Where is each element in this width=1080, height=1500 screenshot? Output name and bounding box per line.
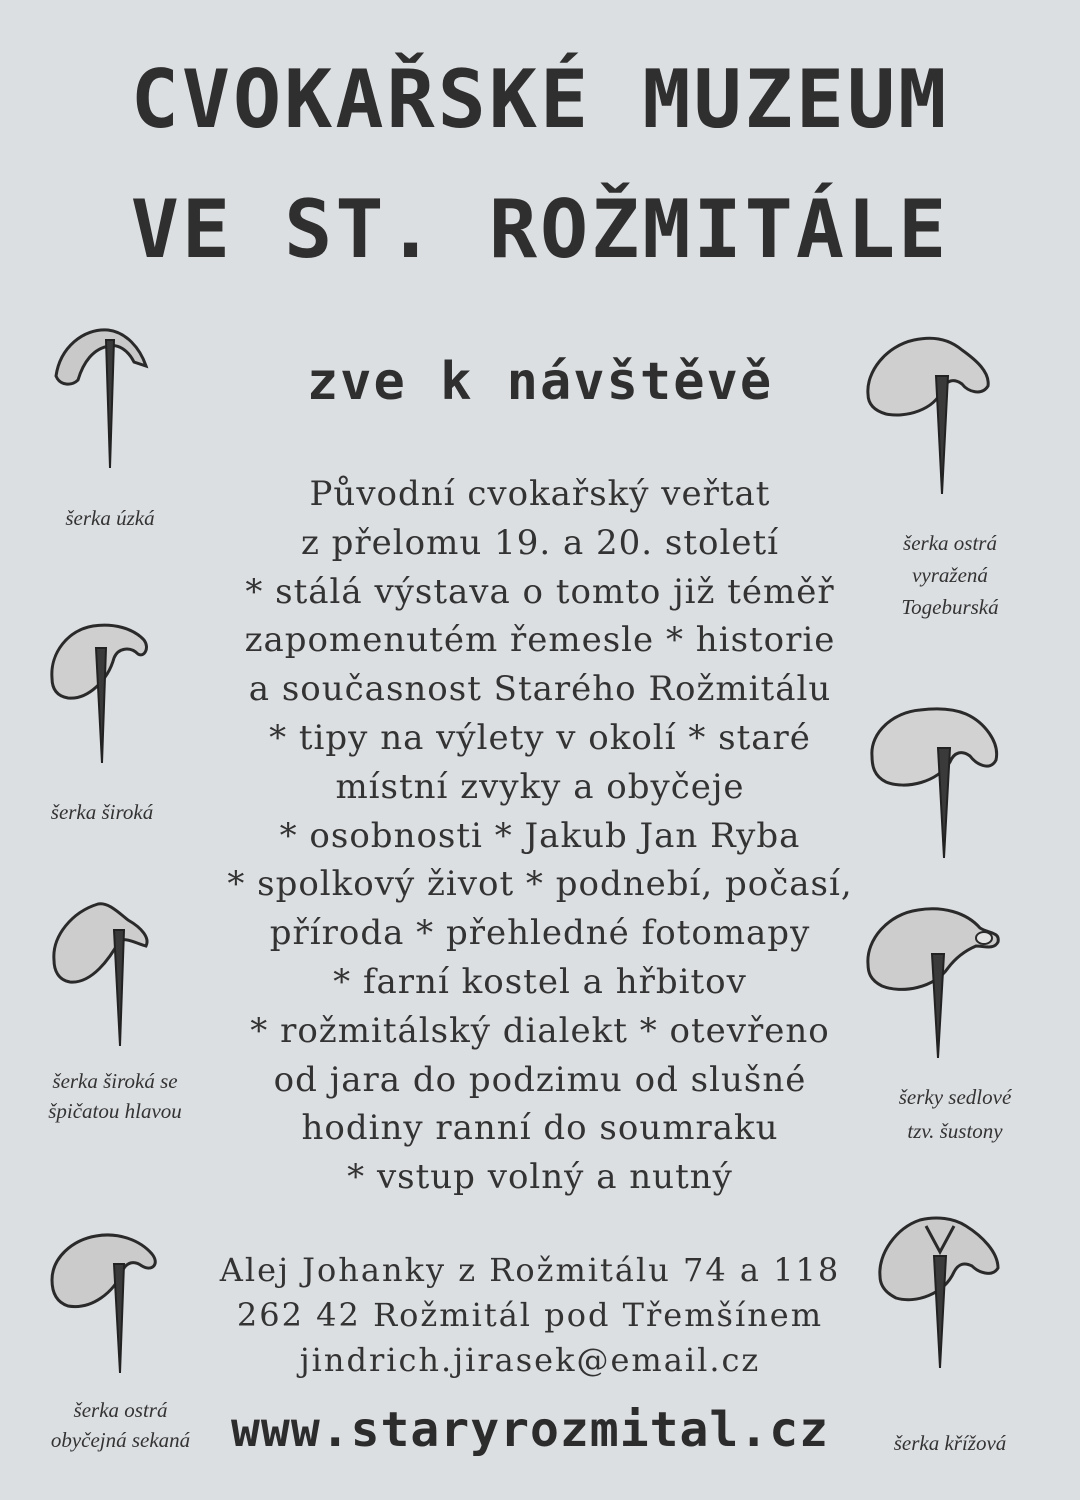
narrow-nail-icon [48,318,158,473]
description-line: z přelomu 19. a 20. století [300,522,780,563]
description-line: místní zvyky a obyčeje [335,766,745,807]
sharp-embossed-nail-icon [862,332,997,497]
wing-head-nail-icon [866,702,1001,862]
description-line: * tipy na výlety v okolí * staré [269,717,811,758]
nail-caption: šerky sedlové tzv. šustony [898,1085,1012,1143]
website-url: www.staryrozmital.cz [231,1402,829,1458]
description-line: * farní kostel a hřbitov [333,961,747,1002]
cross-nail-icon [874,1212,1004,1372]
description-line: od jara do podzimu od slušné [273,1059,807,1100]
description-line: hodiny ranní do soumraku [301,1108,779,1149]
nail-caption: šerka široká se špičatou hlavou [48,1069,182,1123]
description-line: * spolkový život * podnebí, počasí, [227,864,853,905]
description-line: * osobnosti * Jakub Jan Ryba [279,815,801,856]
description-line: * rožmitálský dialekt * otevřeno [250,1010,830,1051]
address-block [170,1248,890,1383]
postal-address: 262 42 Rožmitál pod Třemšínem [236,1296,824,1334]
wide-nail-icon [48,618,158,768]
nail-caption: šerka ostrá vyražená Togeburská [901,531,999,619]
description-line: Původní cvokařský veřtat [309,474,771,514]
nail-caption: šerka křížová [893,1431,1007,1455]
saddle-nail-icon [862,902,1002,1062]
description-line: zapomenutém řemesle * historie [244,620,836,661]
description-line: příroda * přehledné fotomapy [269,913,811,954]
description-line: * vstup volný a nutný [347,1157,733,1198]
sharp-common-cut-nail-icon [48,1228,163,1378]
page-title-line1: CVOKAŘSKÉ MUZEUM [130,53,950,146]
nail-caption: šerka ostrá obyčejná sekaná [50,1398,191,1452]
invitation-heading: zve k návštěvě [306,352,774,412]
description [170,470,910,1202]
nail-caption: šerka úzká [65,506,155,530]
email-address: jindrich.jirasek@email.cz [299,1341,761,1379]
description-line: * stálá výstava o tomto již téměř [245,571,835,612]
description-line: a současnost Starého Rožmitálu [248,669,832,710]
wide-pointed-head-nail-icon [48,898,158,1048]
nail-caption: šerka široká [50,800,154,824]
page-title-line2: VE ST. ROŽMITÁLE [130,183,950,276]
street-address: Alej Johanky z Rožmitálu 74 a 118 [219,1251,841,1289]
